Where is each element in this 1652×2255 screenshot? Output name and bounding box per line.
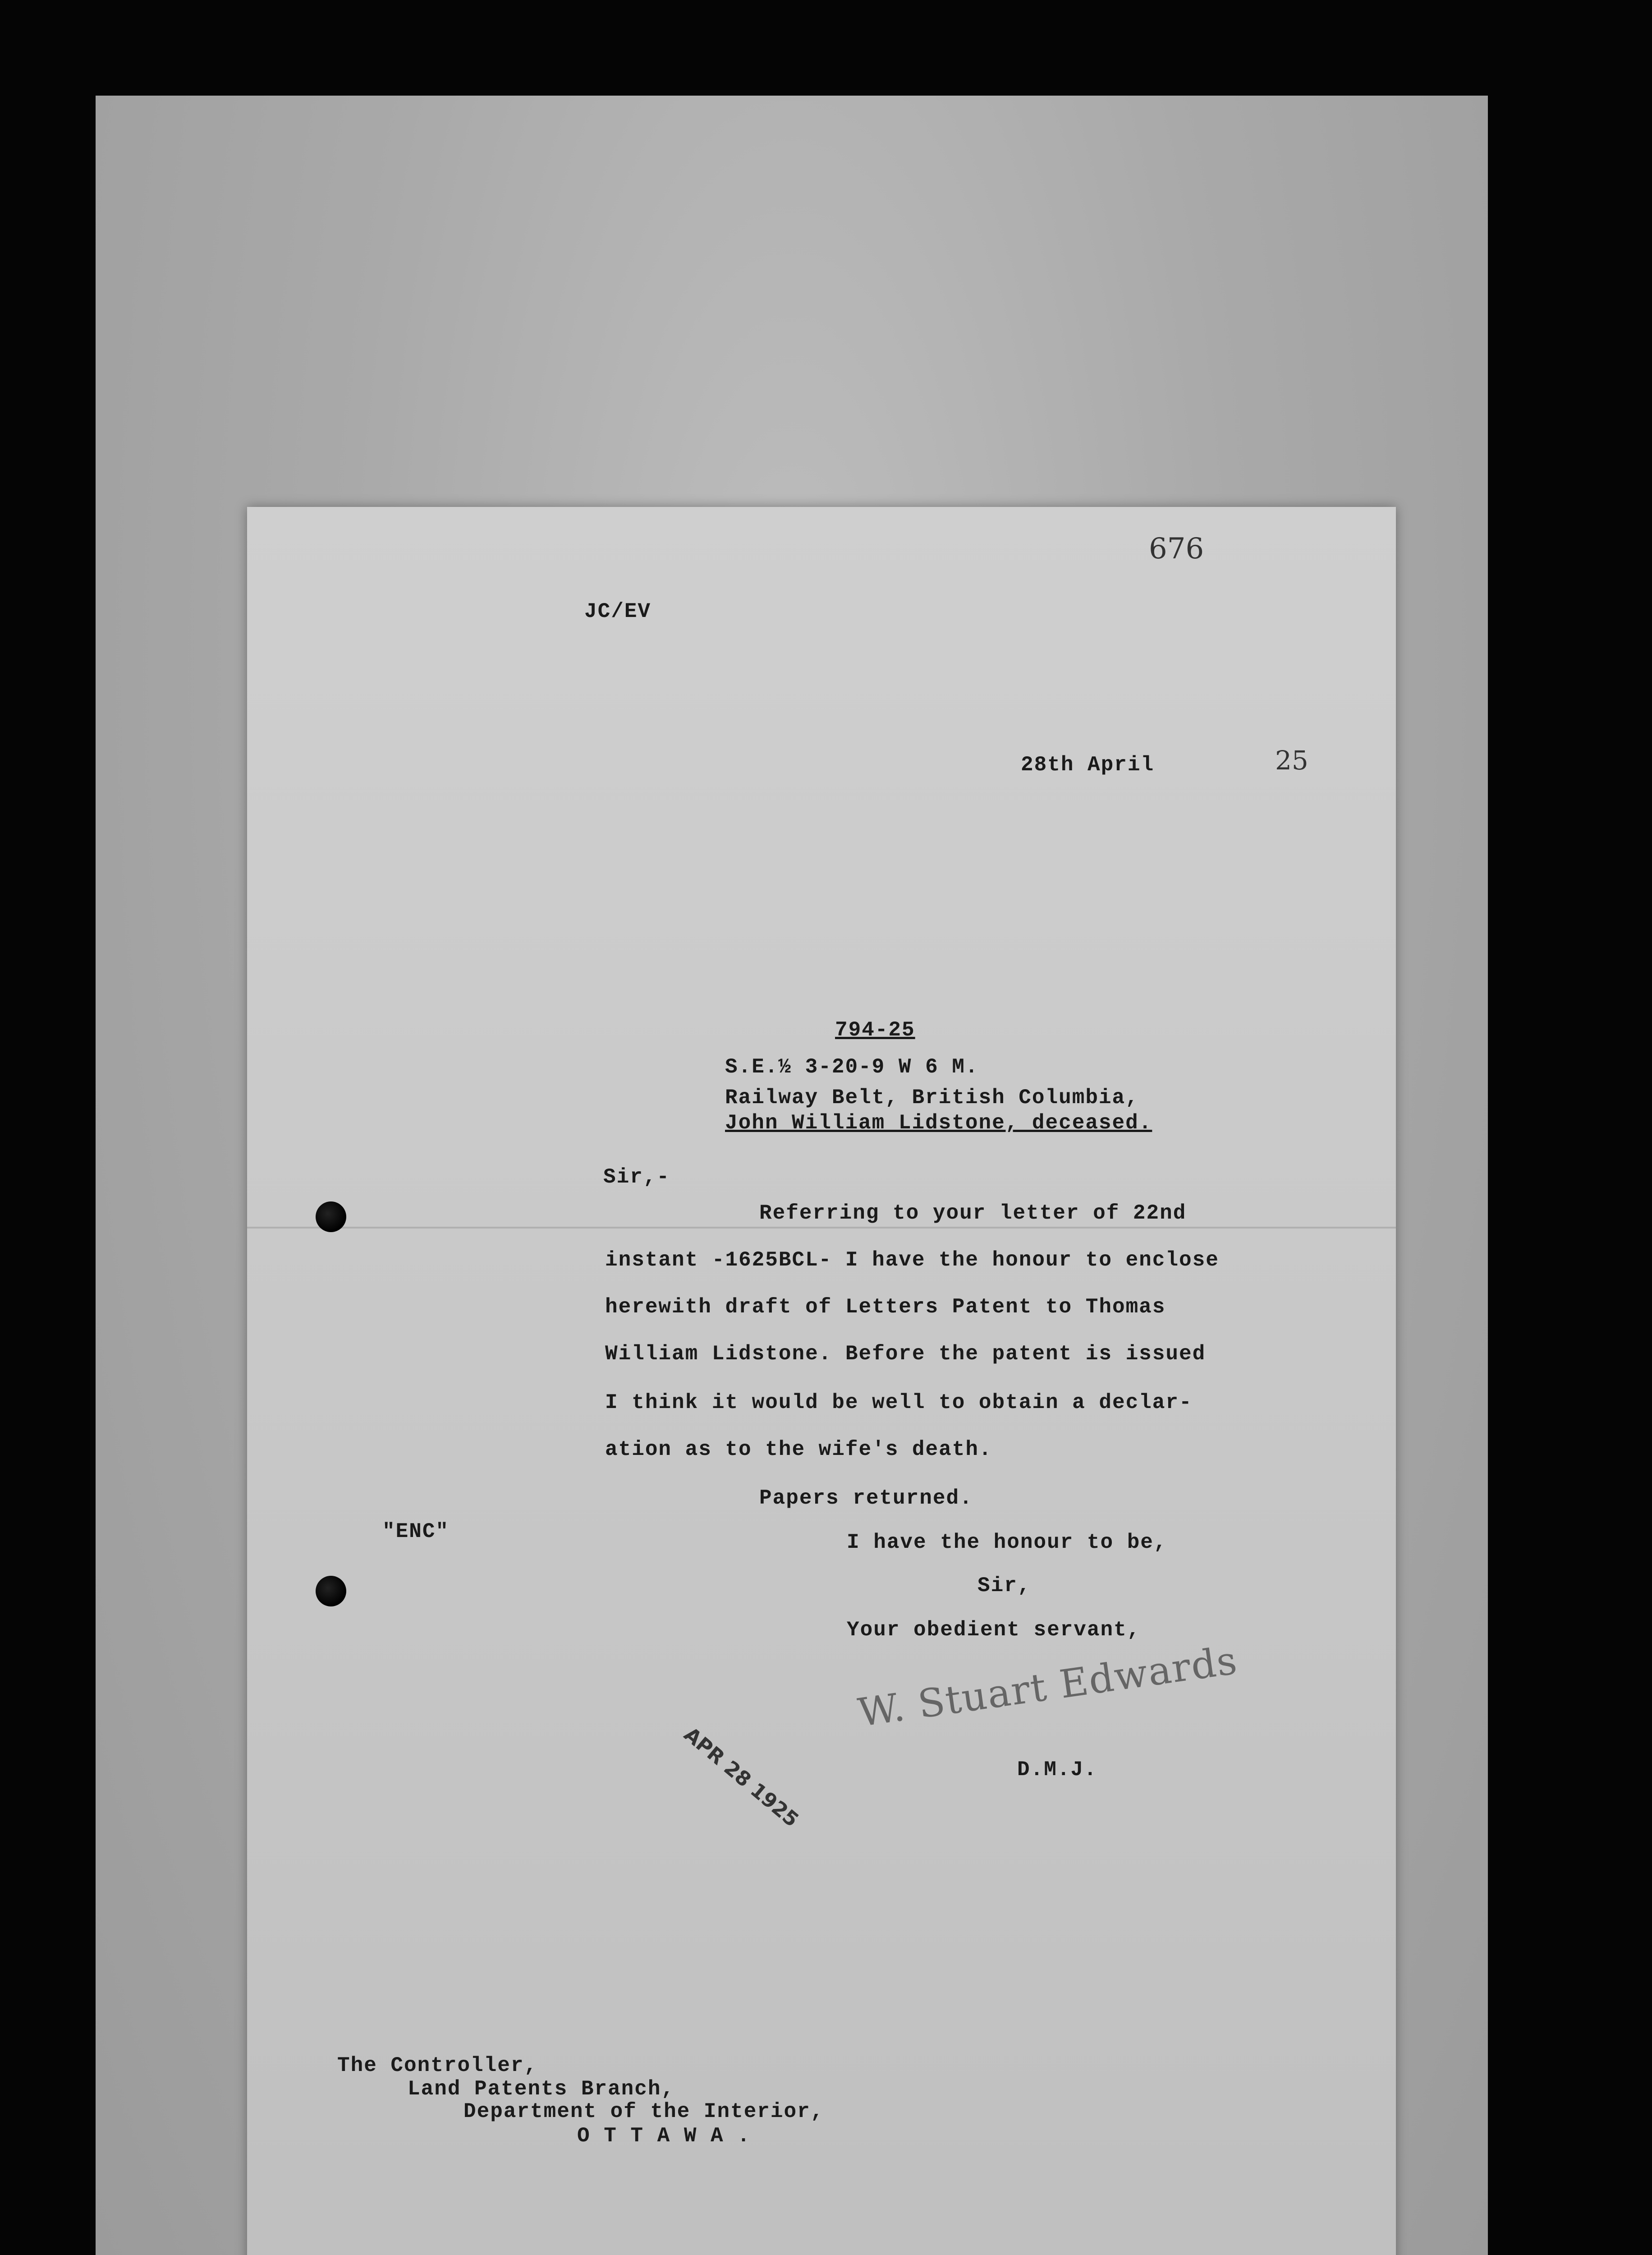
- subject-line-1: S.E.½ 3-20-9 W 6 M.: [725, 1055, 979, 1079]
- fold-line: [247, 1227, 1396, 1229]
- salutation: Sir,-: [603, 1165, 670, 1189]
- file-number: 794-25: [835, 1018, 915, 1042]
- enclosure-mark: "ENC": [382, 1520, 450, 1543]
- subject-line-2: Railway Belt, British Columbia,: [725, 1086, 1139, 1109]
- body-line: herewith draft of Letters Patent to Thomas: [605, 1295, 1166, 1319]
- folio-number: 676: [1149, 532, 1204, 566]
- subject-line-3: John William Lidstone, deceased.: [725, 1111, 1152, 1135]
- addressee-line: Land Patents Branch,: [408, 2077, 675, 2101]
- closing-line: Sir,: [977, 1574, 1031, 1597]
- punch-hole-top: [316, 1201, 346, 1232]
- body-line: Referring to your letter of 22nd: [759, 1201, 1187, 1225]
- received-date-stamp: APR 28 1925: [679, 1723, 803, 1832]
- papers-returned: Papers returned.: [759, 1486, 973, 1510]
- body-line: William Lidstone. Before the patent is issued: [605, 1342, 1206, 1366]
- reference-initials: JC/EV: [584, 600, 652, 623]
- letter-date: 28th April: [1021, 753, 1155, 777]
- body-line: I think it would be well to obtain a declar-: [605, 1391, 1193, 1414]
- addressee-line: O T T A W A .: [577, 2124, 751, 2148]
- letter-year: 25: [1275, 745, 1308, 776]
- signature-stamp: W. Stuart Edwards: [855, 1638, 1241, 1736]
- letter-sheet: [247, 507, 1396, 2255]
- closing-line: I have the honour to be,: [847, 1531, 1167, 1554]
- body-line: instant -1625BCL- I have the honour to enclose: [605, 1248, 1219, 1272]
- addressee-line: The Controller,: [337, 2054, 538, 2077]
- signoff-initials: D.M.J.: [1017, 1758, 1097, 1781]
- body-line: ation as to the wife's death.: [605, 1438, 992, 1461]
- addressee-line: Department of the Interior,: [463, 2100, 824, 2123]
- punch-hole-bottom: [316, 1576, 346, 1606]
- closing-line: Your obedient servant,: [847, 1618, 1141, 1642]
